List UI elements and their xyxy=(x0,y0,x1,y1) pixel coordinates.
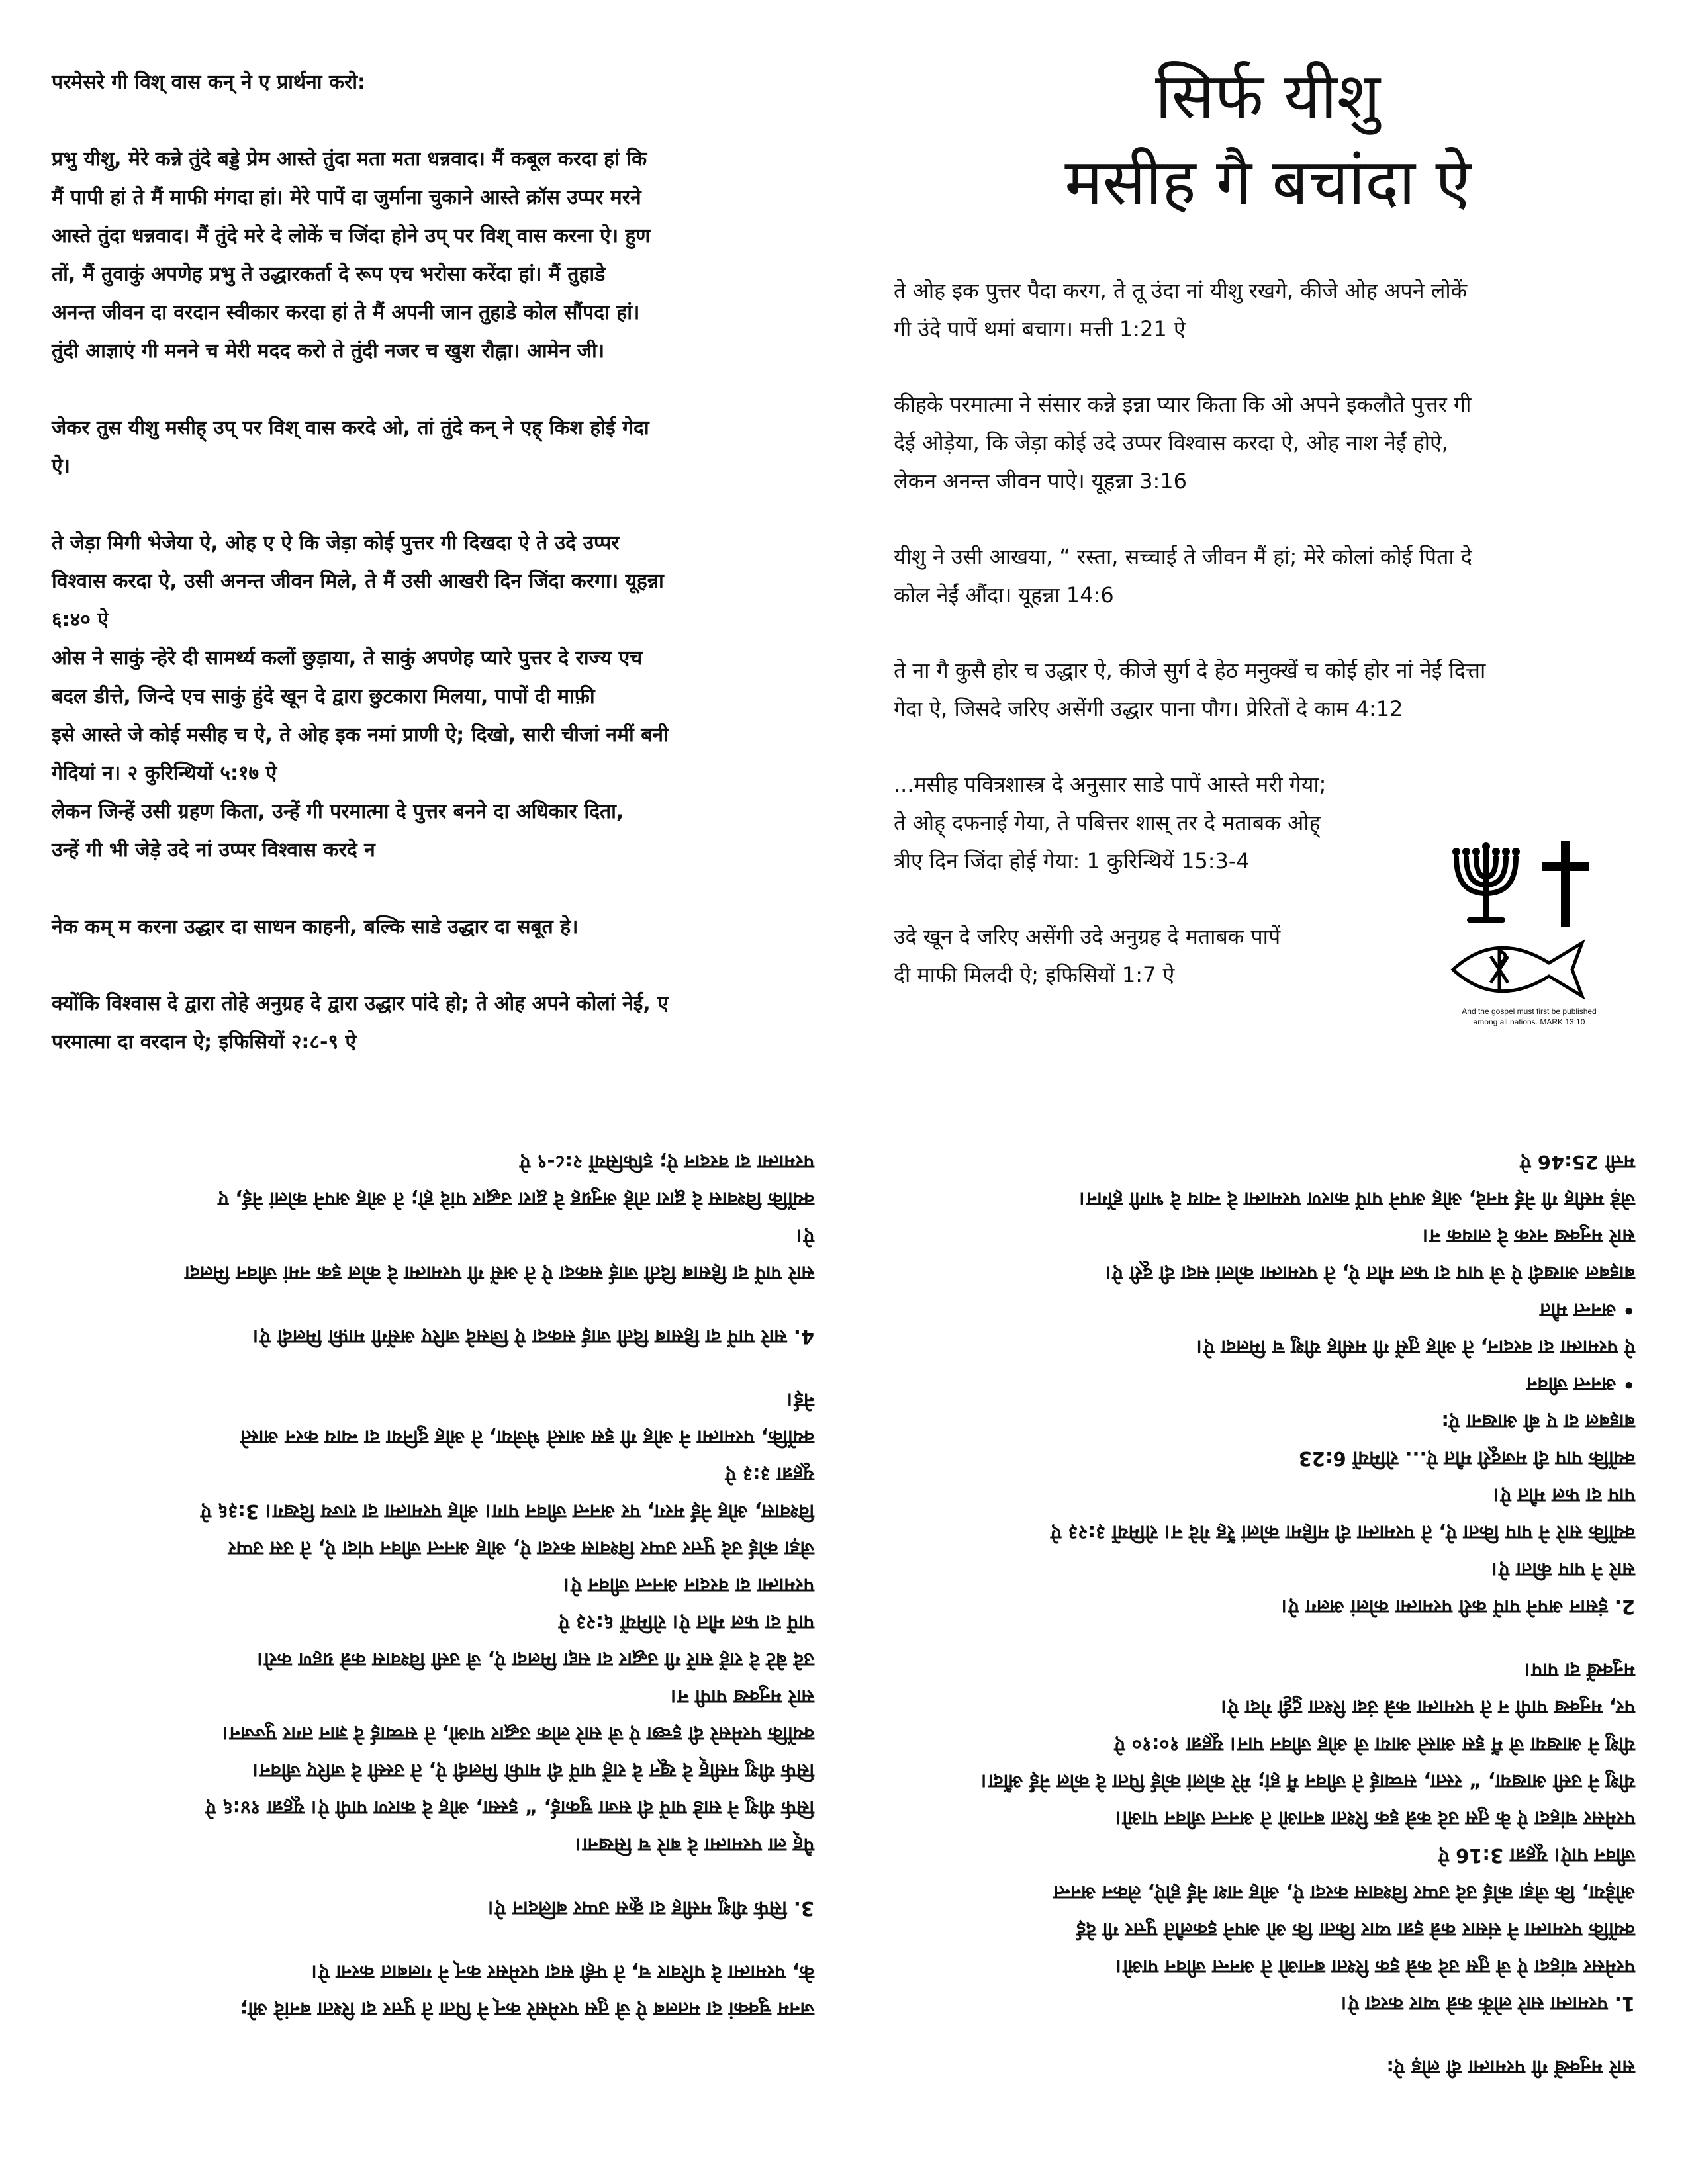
rotated-heading: 4. सारे पापें दा हिसाब दिती जाई सकदा ऐ जिसदे जरिए असेंगी माफ़ी मिलदी ऐ। xyxy=(252,1326,814,1348)
rotated-paragraph: सारे पापें दा हिसाब दिती जाई सकदा ऐ ते असें गी परमात्मा दे कोल इक नमां जीवन मिलदा ऐ। क्योंकि विश्वास दे द्वारा तोहे अनुग्रह दे द्वारा उद्धार पांदे हो; ते ओह अपने कोलां नेई, ए परमात्मा दा वरदान ऐ; इफिसियों २:८-९ ऐ xyxy=(185,1151,814,1285)
ichthys-chi-rho-icon xyxy=(1453,943,1582,996)
right-bottom-panel-rotated xyxy=(887,1138,1635,2086)
scripture-verses: ते जेड़ा मिगी भेजेया ऐ, ओह ए ऐ कि जेड़ा कोई पुत्तर गी दिखदा ऐ ते उदे उप्पर विश्वास करदा ऐ, उसी अनन्त जीवन मिले, ते मैं उसी आखरी दिन जिंदा करगा। यूहन्ना ६:४० ऐ ओस ने साकुं न्हेरे दी सामर्थ्य कलों छुड़ाया, ते साकुं अपणेह प्यारे पुत्तर दे राज्य एच बदल डीत्ते, जिन्दे एच साकुं हुंदे खून दे द्वारा छुटकारा मिलया, पापों दी माफ़ी इसे आस्ते जे कोई मसीह च ऐ, ते ओह इक नमां प्राणी ऐ; दिखो, सारी चीजां नमीं बनी गेदियां न। २ कुरिन्थियों ५:१७ ऐ लेकन जिन्हें उसी ग्रहण किता, उन्हें गी परमात्मा दे पुत्तर बनने दा अधिकार दिता, उन्हें गी भी जेड़े उदे नां उप्पर विश्वास करदे न xyxy=(52,531,669,862)
prayer-text: प्रभु यीशु, मेरे कन्ने तुंदे बड्डे प्रेम आस्ते तुंदा मता मता धन्नवाद। मैं कबूल करदा हां कि मैं पापी हां ते मैं माफी मंगदा हां। मेरे पापें दा जुर्माना चुकाने आस्ते क्रॉस उप्पर मरने आस्ते तुंदा धन्नवाद। मैं तुंदे मरे दे लोकें च जिंदा होने उप् पर विश् वास करना ऐ। हुण तों, मैं तुवाकुं अपणेह प्रभु ते उद्धारकर्ता दे रूप एच भरोसा करेंदा हां। मैं तुहाडे अनन्त जीवन दा वरदान स्वीकार करदा हां ते मैं अपनी जान तुहाडे कोल सौंपदा हां। तुंदी आज्ञाएं गी मनने च मेरी मदद करो ते तुंदी नजर च खुश रौह्ना। आमेन जी। xyxy=(52,148,651,363)
rotated-paragraph: 1. परमात्मा सारे लोकें कन्ने प्यार करदा ऐ। परमेसर चांहदा ऐ जे तुस उदे कन्ने इक रिश्ता बनाओ ते अनन्त जीवन पाओ। क्योंकि परमात्मा ने संसार कन्ने इन्ना प्यार किता कि ओ अपने इकलौते पुत्तर गी देई ओड़ेया, कि जेड़ा कोई उदे उप्पर विश्वास करदा ऐ, ओह नाश नेईं होऐ, लेकन अनन्त जीवन पाऐ। यूहन्ना 3:16 ऐ परमेसर चांहदा ऐ के तुस उदे कन्ने इक रिश्ता बनाओ ते अनन्त जीवन पाओ। यीशु ने उसी आखया, “ रस्ता, सच्चाई ते जीवन मैं हां; मेरे कोलां कोई पिता दे कोल नेईं औंदा। यीशु ने आखया जे मैं इस आस्ते आया जे ओह जीवन पान। यूहन्ना १०:१० ऐ पर, मनुक्ख पापी न ते परमात्मा कन्ने उंदा रिश्ता टुट्टी गेदा ऐ। मनुक्खें दा पाप। xyxy=(980,1659,1635,2015)
rotated-heading: 3. सिर्फ यीशु मसीह दा क्रूस उप्पर बलिदान ऐ। xyxy=(487,1897,814,1920)
left-bottom-panel-rotated xyxy=(66,1138,814,2028)
menorah-icon xyxy=(1456,850,1516,920)
cross-icon xyxy=(1542,841,1589,927)
verse-john-14-6: यीशु ने उसी आखया, “ रस्ता, सच्चाई ते जीवन मैं हां; मेरे कोलां कोई पिता दे कोल नेईं औंदा। यूहन्ना 14:6 xyxy=(894,544,1472,608)
symbol-caption: And the gospel must first be published among all nations. MARK 13:10 xyxy=(1462,1007,1597,1026)
grace-verse: क्योंकि विश्वास दे द्वारा तोहे अनुग्रह दे द्वारा उद्धार पांदे हो; ते ओह अपने कोलां नेई, ए परमात्मा दा वरदान ऐ; इफिसियों २:८-९ ऐ xyxy=(52,992,669,1054)
verse-ephesians-1-7: उदे खून दे जरिए असेंगी उदे अनुग्रह दे मताबक पापें दी माफी मिलदी ऐ; इफिसियों 1:7 ऐ xyxy=(894,924,1281,987)
rotated-paragraph: 2. इंसान अपने पापें करी परमात्मा कोलां अलग ऐ। सारे ने पाप कीता ऐ। क्योंकि सारे ने पाप किता ऐ, ते परमात्मा दी महिमा कोलां रैंह गेदे न। रोमियों ३:२३ ऐ पाप दा फल मौत ऐ। क्योंकि पाप दी मजदूरी मौत ऐ... रोमियों 6:23 बाइबल दा ए बी आखना ऐ: • अनन्त जीवन ऐ परमात्मा दा वरदान, ते ओह तुसें गी मसीह यीशु च मिलदा ऐ। • अनन्त मौत बाइबल आखदी ऐ जे पाप दा फल मौत ऐ, ते परमात्मा कोलां सदा दी दूरी ऐ। सारे मनुक्ख नरक दे लायक न। जेड़े मसीह गी नेईं मनदे, ओह अपने पापें कारण परमात्मा दे न्याय दे भागी होंगन। मत्ती 25:46 ऐ xyxy=(1051,1151,1635,1618)
verse-john-3-16: कीहके परमात्मा ने संसार कन्ने इन्ना प्यार किता कि ओ अपने इकलौते पुत्तर गी देई ओड़ेया, कि जेड़ा कोई उदे उप्पर विश्वास करदा ऐ, ओह नाश नेईं होऐ, लेकन अनन्त जीवन पाऐ। यूहन्ना 3:16 xyxy=(894,392,1472,494)
verse-acts-4-12: ते ना गै कुसै होर च उद्धार ऐ, कीजे सुर्ग दे हेठ मनुक्खें च कोई होर नां नेईं दित्ता गेदा ऐ, जिसदे जरिए असेंगी उद्धार पाना पौग। प्रेरितों दे काम 4:12 xyxy=(894,658,1486,721)
prayer-intro: परमेसरे गी विश् वास कन् ने ए प्रार्थना करो: xyxy=(52,71,366,94)
rotated-heading: सारे मनुक्खें गी परमात्मा दी लोड़ ऐ: xyxy=(1386,2056,1635,2079)
good-works-text: नेक कम् म करना उद्धार दा साधन काहनी, बल्कि साडे उद्धार दा सबूत हे। xyxy=(52,915,579,938)
if-believe-text: जेकर तुस यीशु मसीह् उप् पर विश् वास करदे ओ, तां तुंदे कन् ने एह् किश होई गेदा ऐ। xyxy=(52,416,649,478)
rotated-paragraph: जनम चुक्कां दा मतलब ऐ जे तुस परमेसरे कन् ने पिता ते पुत्तर दा रिश्ता बनांदे ओ; के, परमात्मा दे परिवार च, ते फ्ही सदा परमेसर कन् ने गलबात करना ऐ। xyxy=(240,1961,814,2021)
rotated-paragraph: पैह् ला परमात्मा दे बारे च सिखना। सिर्फ यीशु ने साडे पापें दी सजा चुकाई, “ इस्सा, ओह दे कारण पापी ऐ। यूहन्ना १४:६ ऐ सिर्फ यीशु मसीह् दे खून दे राहें पापें दी माफी मिलदी ऐ, ते उस्सी दे जरिए जीवन। क्योंकि परमेसरे दी इच्छा ऐ जे सारे लोक उद्धार पाओ, ते सच्चाई दे ज्ञान तगर पुज्जन। सारे मनुक्ख पापी न। उदे बेटे दे राहें सारें गी उद्धार दा सद्दा मिलदा ऐ, जे उसी विश्वास कन्ने ग्रहण करो। पापें दा फल मौत ऐ। रोमियों ६:२३ ऐ परमात्मा दा वरदान अनन्त जीवन ऐ। जेड़ा कोई उदे पुत्तर उप्पर विश्वास करदा ऐ, ओह अनन्त जीवन पांदा ऐ, ते उस उप्पर विश्वास, ओह नेईं मरग, पर अनन्त जीवन पाग। ओह परमात्मा दा राज्य दिखग। 3:३६ ऐ यूहन्ना ३:३ ऐ क्योंकि, परमात्मा ने ओह गी इस आस्ते भेजेया, ते ओह दुनिया दा न्याय करन आस्ते नेई। xyxy=(201,1389,814,1856)
verse-1-corinthians-15: ...मसीह पवित्रशास्त्र दे अनुसार साडे पापें आस्ते मरी गेया; ते ओह् दफनाई गेया, ते पबित्तर शास् तर दे मताबक ओह् त्रीए दिन जिंदा होई गेया: 1 कुरिन्थियें 15:3-4 xyxy=(894,772,1327,874)
left-top-panel xyxy=(52,64,800,1062)
page-title: सिर्फ यीशु मसीह गै बचांदा ऐ xyxy=(1064,59,1471,219)
verse-matthew-1-21: ते ओह इक पुत्तर पैदा करग, ते तू उंदा नां यीशु रखगे, कीजे ओह अपने लोकें गी उंदे पापें थमां बचाग। मत्ती 1:21 ऐ xyxy=(894,278,1468,341)
